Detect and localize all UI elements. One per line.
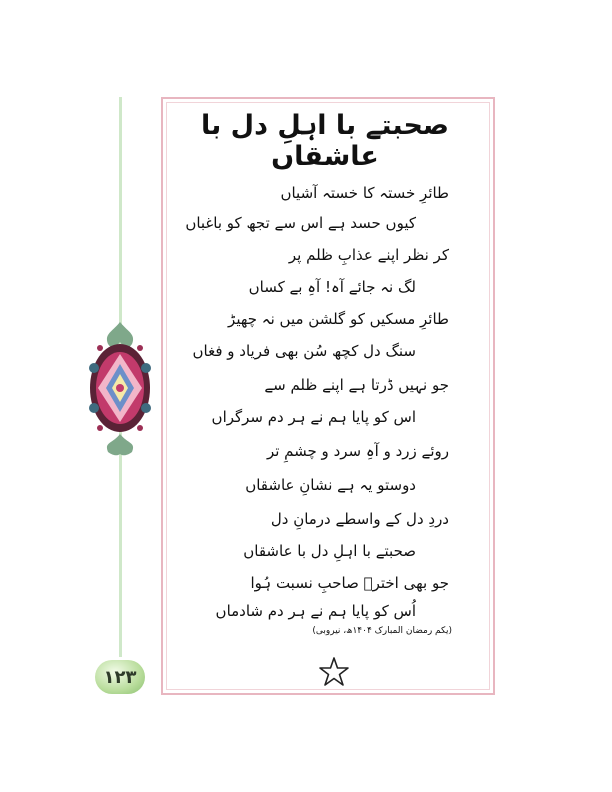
poem-credit: (یکم رمضان المبارک ۱۴۰۴ھ، نیروبی) bbox=[312, 626, 452, 636]
verse-line: سنگ دل کچھ سُن بھی فریاد و فغاں bbox=[192, 342, 416, 360]
verse-line: لگ نہ جائے آہ! آہِ بے کساں bbox=[248, 278, 416, 296]
page-number-badge: ۱۲۳ bbox=[95, 660, 145, 694]
verse-line: جو بھی اخترؔ صاحبِ نسبت ہُوا bbox=[250, 574, 449, 592]
verse-line: صحبتے با اہلِ دل با عاشقاں bbox=[243, 542, 416, 560]
verse-line: طائرِ مسکیں کو گلشن میں نہ چھیڑ bbox=[228, 310, 449, 328]
verse-line: کر نظر اپنے عذابِ ظلم پر bbox=[288, 246, 449, 264]
verse-line: روئے زرد و آہِ سرد و چشمِ تر bbox=[266, 442, 449, 460]
verse-line: طائرِ خستہ کا خستہ آشیاں bbox=[280, 184, 449, 202]
verse-line: دردِ دل کے واسطے درمانِ دل bbox=[270, 510, 449, 528]
verse-line: دوستو یہ ہے نشانِ عاشقاں bbox=[245, 476, 416, 494]
star-icon bbox=[318, 656, 350, 688]
verse-line: اس کو پایا ہم نے ہر دم سرگراں bbox=[211, 408, 416, 426]
verse-line: جو نہیں ڈرتا ہے اپنے ظلم سے bbox=[264, 376, 449, 394]
poem-title: صحبتے با اہلِ دل با عاشقاں bbox=[200, 110, 450, 172]
verse-line: اُس کو پایا ہم نے ہر دم شادماں bbox=[215, 602, 416, 620]
verse-line: کیوں حسد ہے اس سے تجھ کو باغباں bbox=[185, 214, 416, 232]
floral-medallion-icon bbox=[86, 318, 154, 458]
